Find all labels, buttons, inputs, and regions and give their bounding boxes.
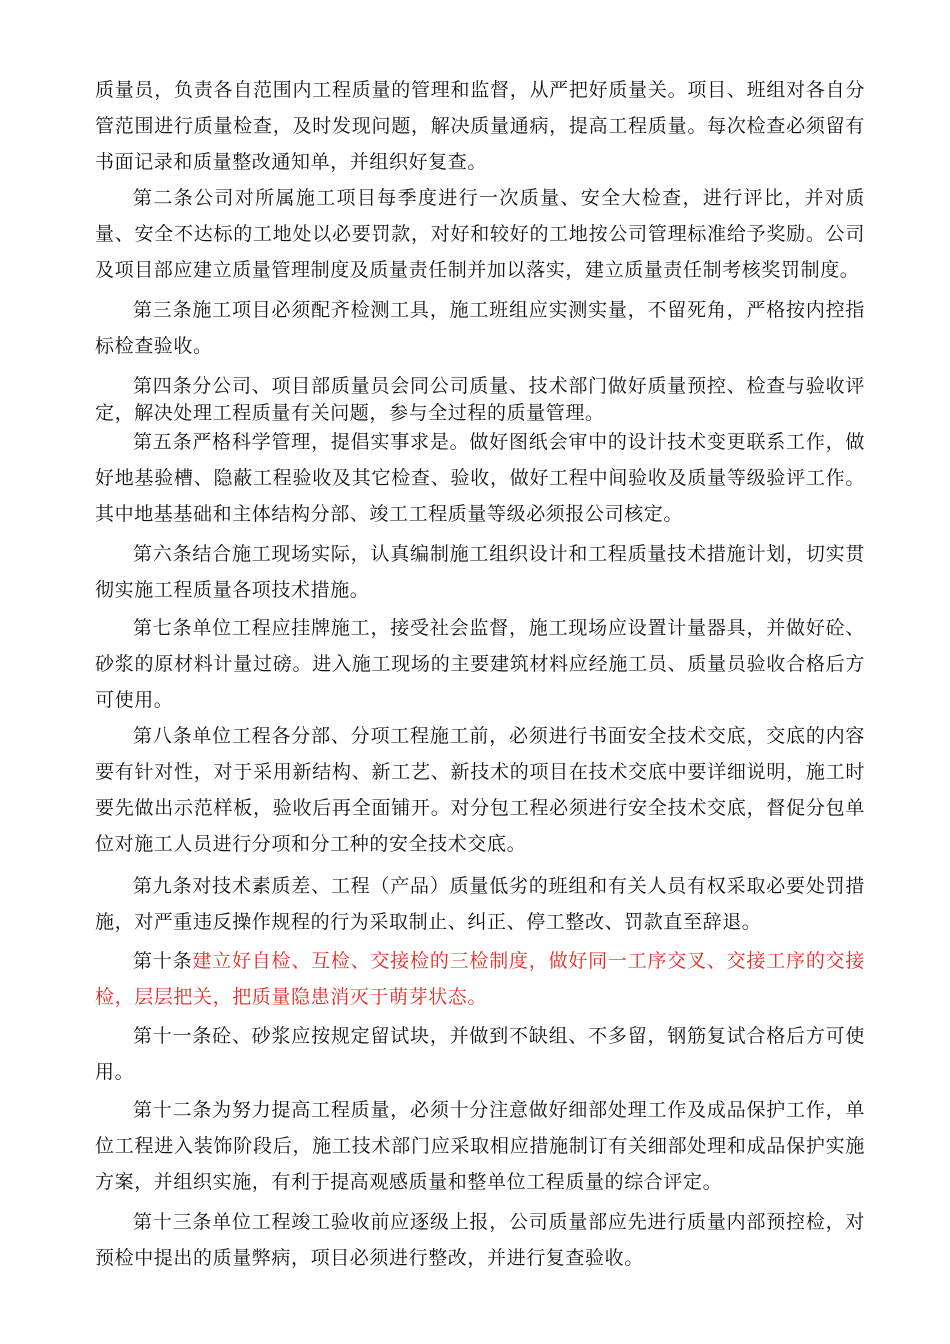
paragraph-article-3 [95,292,865,364]
paragraph-text: 质量员，负责各自范围内工程质量的管理和监督，从严把好质量关。项目、班组对各自分管范围进行质量检查，及时发现问题，解决质量通病，提高工程质量。每次检查必须留有书面记录和质量整改通知单，并组织好复查。 [95,79,865,173]
paragraph-article-13 [95,1204,865,1276]
paragraph-text: 第十一条砼、砂浆应按规定留试块，并做到不缺组、不多留，钢筋复试合格后方可使用。 [95,1025,865,1083]
paragraph-article-2 [95,180,865,288]
paragraph-text: 第八条单位工程各分部、分项工程施工前，必须进行书面安全技术交底，交底的内容要有针对性，对于采用新结构、新工艺、新技术的项目在技术交底中要详细说明，施工时要先做出示范样板，验收后再全面铺开。对分包工程必须进行安全技术交底，督促分包单位对施工人员进行分项和分工种的安全技术交底。 [95,725,865,855]
paragraph-text: 第六条结合施工现场实际，认真编制施工组织设计和工程质量技术措施计划，切实贯彻实施工程质量各项技术措施。 [95,543,865,601]
paragraph-article-12 [95,1092,865,1200]
paragraph-article-4 [95,373,865,427]
paragraph-article-9 [95,868,865,940]
paragraph-text: 第二条公司对所属施工项目每季度进行一次质量、安全大检查，进行评比，并对质量、安全不达标的工地处以必要罚款，对好和较好的工地按公司管理标准给予奖励。公司及项目部应建立质量管理制度及质量责任制并加以落实，建立质量责任制考核奖罚制度。 [95,187,865,281]
article-number: 第十条 [133,950,193,972]
paragraph-text: 第四条分公司、项目部质量员会同公司质量、技术部门做好质量预控、检查与验收评定，解决处理工程质量有关问题，参与全过程的质量管理。 [95,375,865,424]
paragraph-continuation [95,72,865,180]
paragraph-article-6 [95,536,865,608]
paragraph-article-10 [95,943,865,1015]
paragraph-text: 第三条施工项目必须配齐检测工具，施工班组应实测实量，不留死角，严格按内控指标检查验收。 [95,299,865,357]
highlighted-text: 建立好自检、互检、交接检的三检制度，做好同一工序交叉、交接工序的交接检，层层把关，把质量隐患消灭于萌芽状态。 [95,950,865,1008]
paragraph-article-7 [95,610,865,718]
paragraph-text: 第九条对技术素质差、工程（产品）质量低劣的班组和有关人员有权采取必要处罚措施，对严重违反操作规程的行为采取制止、纠正、停工整改、罚款直至辞退。 [95,875,865,933]
paragraph-text: 第十三条单位工程竣工验收前应逐级上报，公司质量部应先进行质量内部预控检，对预检中提出的质量弊病，项目必须进行整改，并进行复查验收。 [95,1211,865,1269]
paragraph-article-8 [95,718,865,862]
paragraph-text: 第七条单位工程应挂牌施工，接受社会监督，施工现场应设置计量器具，并做好砼、砂浆的原材料计量过磅。进入施工现场的主要建筑材料应经施工员、质量员验收合格后方可使用。 [95,617,865,711]
paragraph-text: 第十二条为努力提高工程质量，必须十分注意做好细部处理工作及成品保护工作，单位工程进入装饰阶段后，施工技术部门应采取相应措施制订有关细部处理和成品保护实施方案，并组织实施，有利于提高观感质量和整单位工程质量的综合评定。 [95,1099,865,1193]
paragraph-article-11 [95,1018,865,1090]
paragraph-article-5 [95,424,865,532]
paragraph-text: 第五条严格科学管理，提倡实事求是。做好图纸会审中的设计技术变更联系工作，做好地基验槽、隐蔽工程验收及其它检查、验收，做好工程中间验收及质量等级验评工作。其中地基基础和主体结构分部、竣工工程质量等级必须报公司核定。 [95,431,865,525]
